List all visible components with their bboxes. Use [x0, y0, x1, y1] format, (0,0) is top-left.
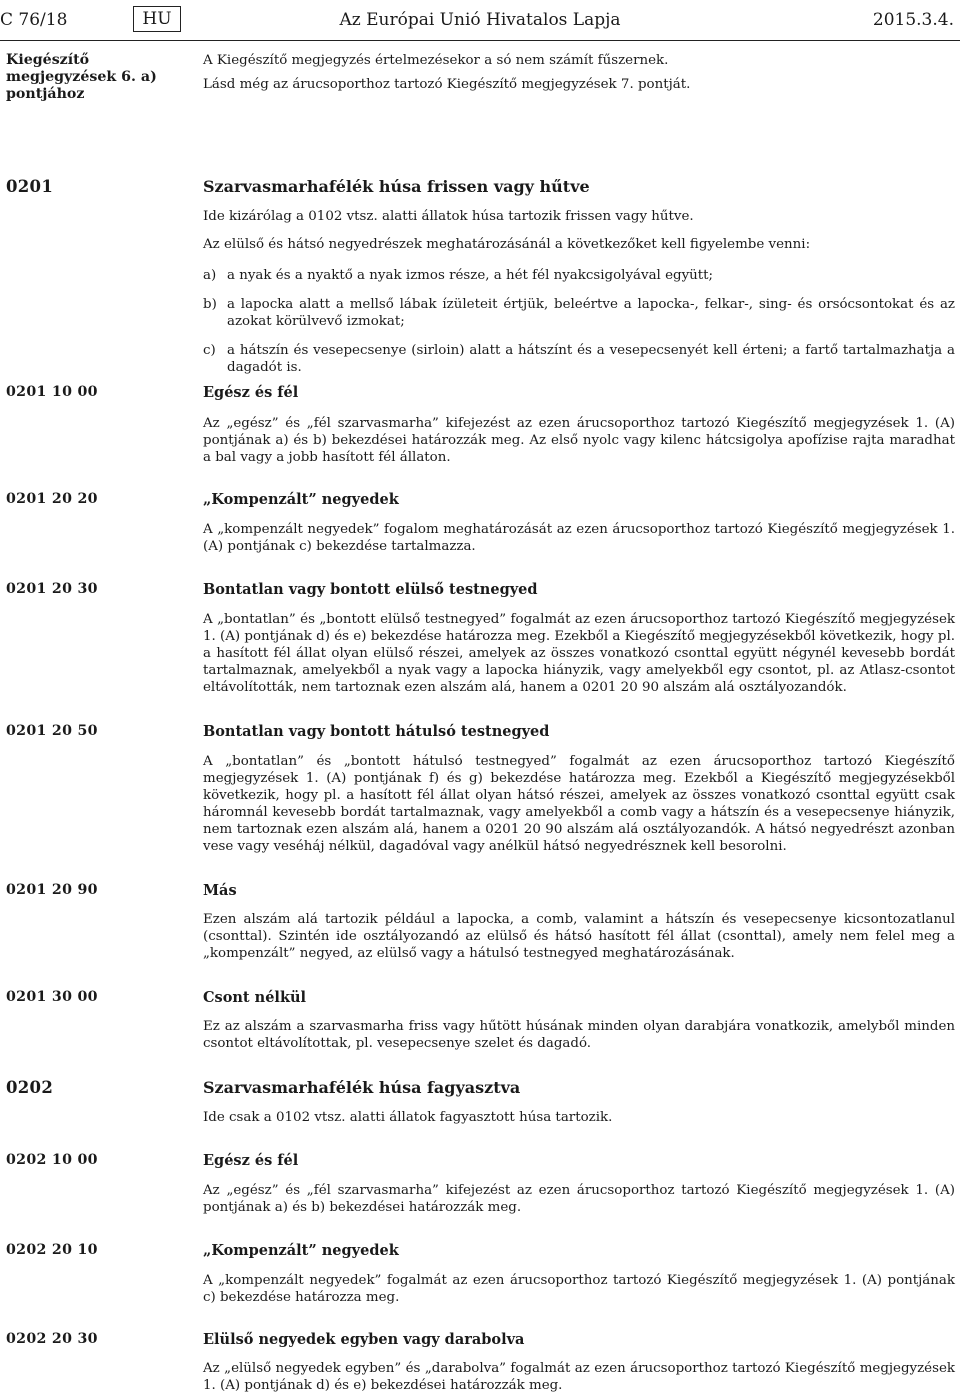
subheading-title: Egész és fél	[203, 384, 299, 401]
entry-text: A „bontatlan” és „bontott hátulsó testnegyed” fogalmát az ezen árucsoporthoz tartozó Kiegészítő megjegyzések 1. (A) pontjának f) és g) bekezdése határozza meg. Ezekből a Kiegészítő megjegyzésekből következik, hogy pl. a hasított fél állat olyan hátsó részei, amelyek az összes vonatkozó csonttal együtt csak háromnál kevesebb bordát tartalmaznak, vagy amelyekből a comb vagy a hátszín és a vesepecsenye hiányzik, nem tartoznak ezen alszám alá, hanem a 0201 20 90 alszám alá osztályozandók. A hátsó negyedrészt azonban vese vagy veséháj nélkül, dagadóval vagy anélkül hátsó negyedrésznek kell besorolni.	[203, 754, 955, 854]
entry-text: Ez az alszám a szarvasmarha friss vagy hűtött húsának minden olyan darabjára vonatkozik, amelyből minden csontot eltávolítottak, pl. vesepecsenye szelet és dagadó.	[203, 1019, 955, 1051]
subheading-code: 0201 30 00	[6, 989, 98, 1005]
heading-title: Szarvasmarhafélék húsa fagyasztva	[203, 1078, 521, 1097]
header-divider	[0, 40, 960, 41]
list-item	[203, 296, 955, 330]
subheading-code: 0201 10 00	[6, 384, 98, 400]
entry-text: A „kompenzált negyedek” fogalom meghatározását az ezen árucsoporthoz tartozó Kiegészítő megjegyzések 1. (A) pontjának c) bekezdése tartalmazza.	[203, 522, 955, 554]
subheading-title: Más	[203, 882, 237, 899]
subheading-code: 0201 20 20	[6, 491, 98, 507]
journal-title: Az Európai Unió Hivatalos Lapja	[339, 10, 621, 30]
subheading-title: „Kompenzált” negyedek	[203, 491, 399, 508]
subheading-code: 0202 10 00	[6, 1152, 98, 1168]
list-item-label: a)	[203, 268, 217, 283]
entry-text: Az elülső és hátsó negyedrészek meghatározásánál a következőket kell figyelembe venni:	[203, 237, 811, 252]
heading-code: 0202	[6, 1078, 54, 1097]
publication-date: 2015.3.4.	[872, 10, 954, 30]
entry-text: A „kompenzált negyedek” fogalmát az ezen árucsoporthoz tartozó Kiegészítő megjegyzések 1. (A) pontjának c) bekezdése határozza meg.	[203, 1273, 955, 1305]
list-item-label: c)	[203, 343, 216, 358]
entry-text: Ide kizárólag a 0102 vtsz. alatti állatok húsa tartozik frissen vagy hűtve.	[203, 209, 694, 224]
heading-code: 0201	[6, 177, 54, 196]
subheading-code: 0202 20 30	[6, 1331, 98, 1347]
note-line: A Kiegészítő megjegyzés értelmezésekor a só nem számít fűszernek.	[203, 53, 669, 68]
language-badge: HU	[133, 6, 181, 32]
list-item	[203, 267, 955, 284]
entry-text: Ide csak a 0102 vtsz. alatti állatok fagyasztott húsa tartozik.	[203, 1110, 613, 1125]
subheading-code: 0201 20 90	[6, 882, 98, 898]
entry-text: A „bontatlan” és „bontott elülső testnegyed” fogalmát az ezen árucsoporthoz tartozó Kiegészítő megjegyzések 1. (A) pontjának d) és e) bekezdése határozza meg. Ezekből a Kiegészítő megjegyzésekből következik, hogy pl. a hasított fél állat olyan elülső részei, amelyek az összes vonatkozó csonttal együtt négynél kevesebb bordát tartalmaznak, amelyekből a nyak vagy a lapocka hiányzik, vagy amelyekből egy csontot, pl. az Atlasz-csontot eltávolították, nem tartoznak ezen alszám alá, hanem a 0201 20 90 alszám alá osztályozandók.	[203, 612, 955, 695]
list-item-text: a lapocka alatt a mellső lábak ízületeit értjük, beleértve a lapocka-, felkar-, sing- és orsócsontokat és az azokat körülvevő izmokat;	[227, 297, 955, 329]
subheading-code: 0201 20 30	[6, 581, 98, 597]
note-line: Lásd még az árucsoporthoz tartozó Kiegészítő megjegyzések 7. pontját.	[203, 77, 691, 92]
list-item-label: b)	[203, 297, 217, 312]
entry-text: Az „egész” és „fél szarvasmarha” kifejezést az ezen árucsoporthoz tartozó Kiegészítő megjegyzések 1. (A) pontjának a) és b) bekezdései határozzák meg. Az első nyolc vagy kilenc hátcsigolya apofízise rajta maradhat a bal vagy a jobb hasított fél állaton.	[203, 416, 955, 465]
subheading-title: Bontatlan vagy bontott hátulsó testnegyed	[203, 723, 550, 740]
subheading-title: „Kompenzált” negyedek	[203, 1242, 399, 1259]
subheading-title: Elülső negyedek egyben vagy darabolva	[203, 1331, 525, 1348]
entry-text: Ezen alszám alá tartozik például a lapocka, a comb, valamint a hátszín és vesepecsenye kicsontozatlanul (csonttal). Szintén ide osztályozandó az elülső és hátsó hasított fél állat (csonttal), amely nem felel meg a „kompenzált” negyed, az elülső vagy a hátulsó testnegyed meghatározásának.	[203, 912, 955, 961]
subheading-code: 0202 20 10	[6, 1242, 98, 1258]
note-label: Kiegészítő megjegyzések 6. a) pontjához	[6, 52, 157, 102]
page-header	[0, 6, 960, 36]
list-item-text: a nyak és a nyaktő a nyak izmos része, a hét fél nyakcsigolyával együtt;	[227, 268, 714, 283]
list-item-text: a hátszín és vesepecsenye (sirloin) alatt a hátszínt és a vesepecsenyét kell érteni; a fartő tartalmazhatja a dagadót is.	[227, 343, 955, 375]
subheading-title: Csont nélkül	[203, 989, 307, 1006]
journal-reference: C 76/18	[0, 10, 68, 30]
subheading-title: Egész és fél	[203, 1152, 299, 1169]
list-item	[203, 342, 955, 376]
heading-title: Szarvasmarhafélék húsa frissen vagy hűtve	[203, 177, 590, 196]
entry-text: Az „egész” és „fél szarvasmarha” kifejezést az ezen árucsoporthoz tartozó Kiegészítő megjegyzések 1. (A) pontjának a) és b) bekezdései határozzák meg.	[203, 1183, 955, 1215]
subheading-title: Bontatlan vagy bontott elülső testnegyed	[203, 581, 538, 598]
subheading-code: 0201 20 50	[6, 723, 98, 739]
entry-text: Az „elülső negyedek egyben” és „darabolva” fogalmát az ezen árucsoporthoz tartozó Kiegészítő megjegyzések 1. (A) pontjának d) és e) bekezdései határozzák meg.	[203, 1361, 955, 1393]
